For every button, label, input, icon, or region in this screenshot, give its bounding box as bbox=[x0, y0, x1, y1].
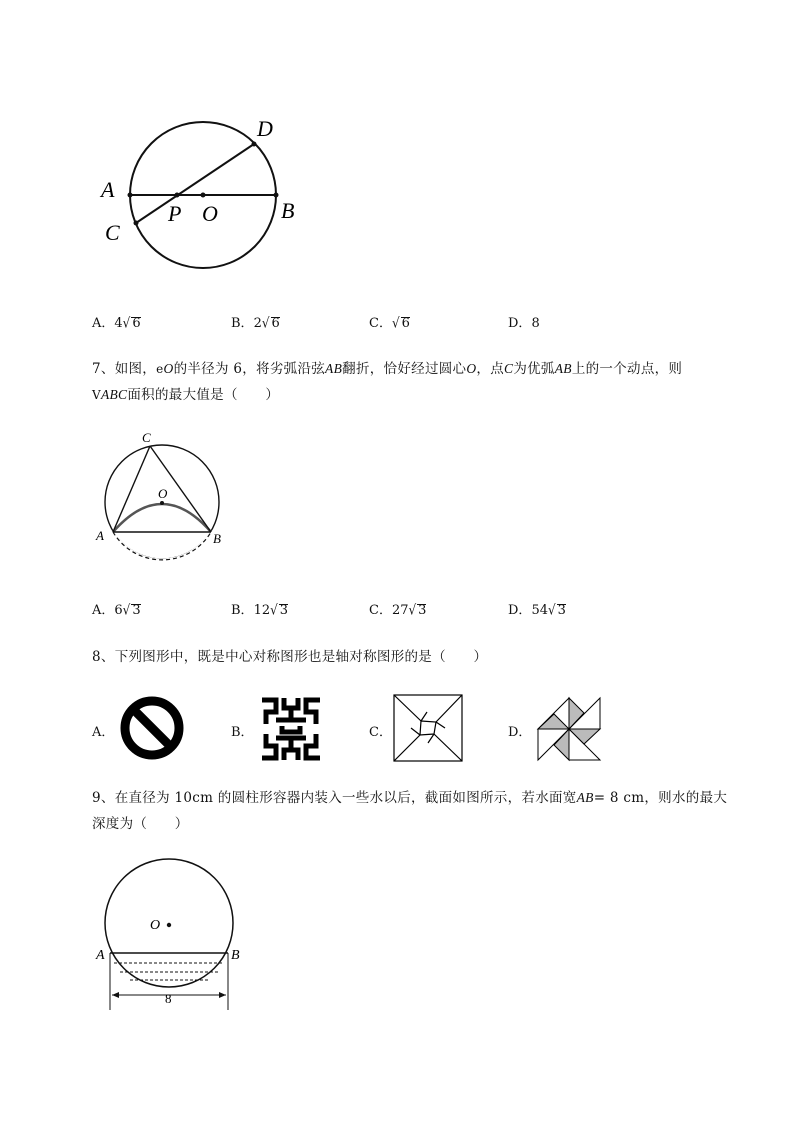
no-entry-symbol-icon bbox=[116, 694, 188, 762]
maze-pattern-icon bbox=[258, 696, 324, 762]
q6-option-d[interactable]: D．8 bbox=[508, 316, 540, 331]
q6-option-c[interactable]: C．√ 6 bbox=[369, 314, 410, 332]
point-label-A: A bbox=[96, 948, 105, 963]
point-label-B: B bbox=[213, 531, 221, 546]
q6-option-b[interactable]: B．2√ 6 bbox=[231, 314, 280, 332]
q8-option-a-label[interactable]: A． bbox=[92, 725, 115, 740]
figure-cylinder-water bbox=[92, 855, 252, 1020]
q8-option-d-label[interactable]: D． bbox=[508, 725, 532, 740]
q6-option-a[interactable]: A．4√ 6 bbox=[92, 314, 141, 332]
question-8-text: 8、下列图形中，既是中心对称图形也是轴对称图形的是（ ） bbox=[92, 649, 488, 665]
q7-option-b[interactable]: B．12√ 3 bbox=[231, 601, 289, 619]
point-label-D: D bbox=[257, 116, 273, 141]
point-label-O: O bbox=[202, 201, 218, 226]
point-label-A: A bbox=[101, 177, 115, 202]
point-label-A: A bbox=[96, 528, 104, 543]
point-label-B: B bbox=[231, 948, 240, 963]
figure-folded-arc bbox=[92, 425, 232, 575]
point-label-B: B bbox=[281, 198, 295, 223]
width-label: 8 bbox=[165, 991, 172, 1006]
point-label-C: C bbox=[142, 430, 151, 445]
point-label-C: C bbox=[105, 220, 120, 245]
question-7-text: 7、如图，eO的半径为 6，将劣弧沿弦AB翻折，恰好经过圆心O，点C为优弧AB上的一个动点，则 VABC面积的最大值是（ ） bbox=[92, 361, 683, 403]
point-label-P: P bbox=[168, 201, 182, 226]
q7-option-d[interactable]: D．54√ 3 bbox=[508, 601, 566, 619]
pinwheel-icon bbox=[536, 696, 602, 762]
square-pinwheel-icon bbox=[393, 694, 463, 762]
q8-option-b-label[interactable]: B． bbox=[231, 725, 254, 740]
q7-option-c[interactable]: C．27√ 3 bbox=[369, 601, 427, 619]
point-label-O: O bbox=[150, 918, 161, 933]
figure-circle-chord bbox=[95, 110, 310, 275]
question-9-text: 9、在直径为 10cm 的圆柱形容器内装入一些水以后，截面如图所示，若水面宽AB= 8 cm，则水的最大 深度为（ ） bbox=[92, 790, 728, 832]
q8-option-c-label[interactable]: C． bbox=[369, 725, 392, 740]
q7-option-a[interactable]: A．6√ 3 bbox=[92, 601, 141, 619]
point-label-O: O bbox=[158, 486, 168, 501]
